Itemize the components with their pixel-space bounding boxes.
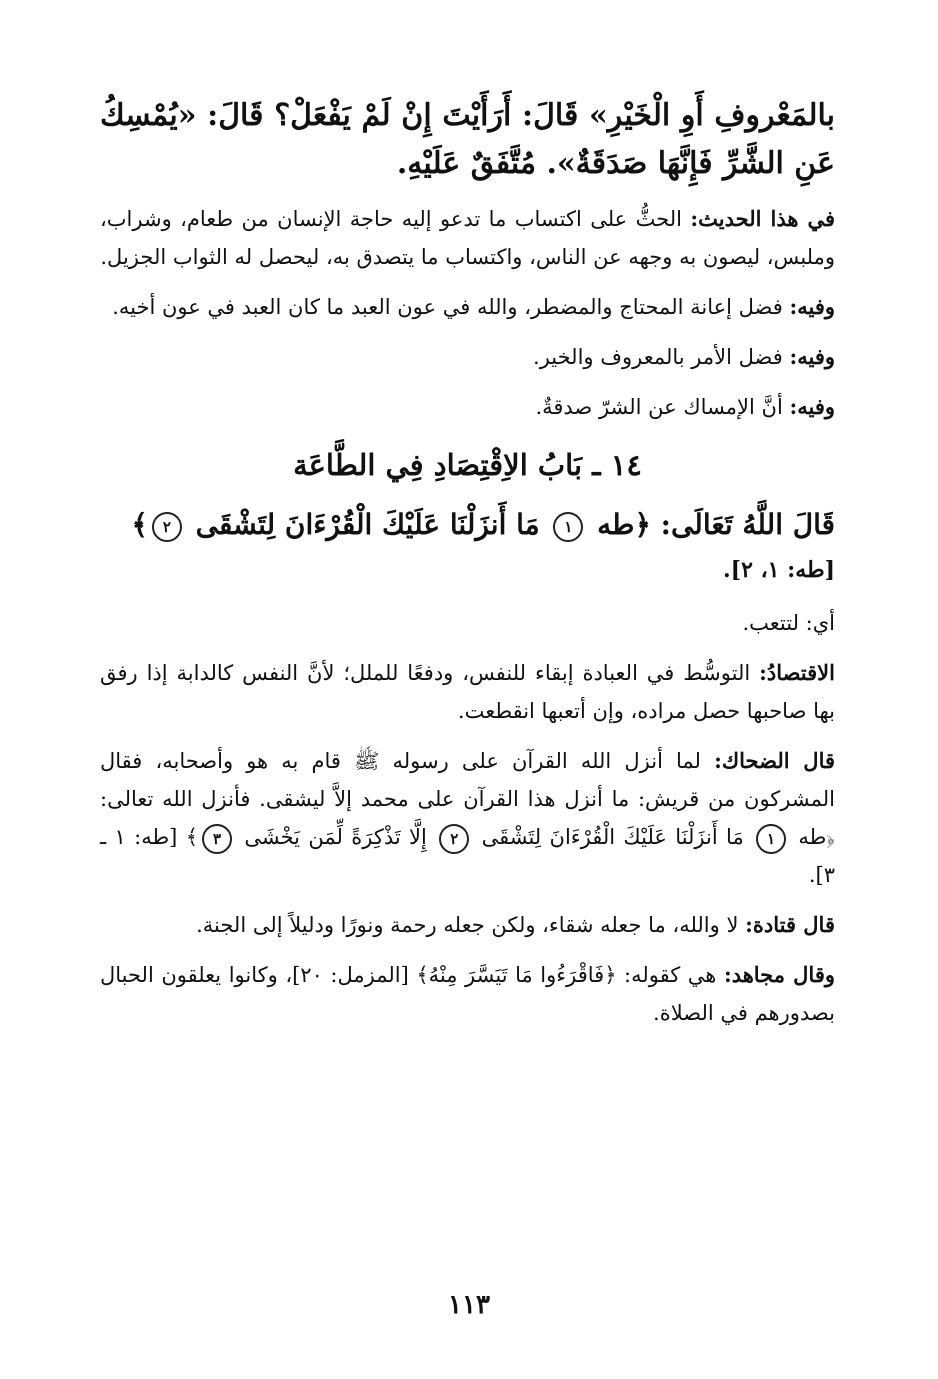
- dahhak-paragraph: [100, 742, 835, 894]
- dahhak-text: لما أنزل الله القرآن على رسوله ﷺ قام به هو وأصحابه، فقال المشركون من قريش: ما أنزل هذا القرآن على محمد إلاَّ ليشقى. فأنزل الله تعالى:: [100, 749, 835, 811]
- note-paragraph: [100, 388, 835, 426]
- note-paragraph: [100, 200, 835, 276]
- verse-close: ﴾: [131, 508, 148, 541]
- dahhak-reference: [طه: ١ ـ ٣].: [100, 825, 835, 887]
- note-text: فضل إعانة المحتاج والمضطر، والله في عون العبد ما كان العبد في عون أخيه.: [112, 295, 790, 319]
- ayah-number-marker: ١: [553, 512, 583, 542]
- hadith-text: [100, 92, 835, 188]
- ayah-number-marker: ٢: [439, 824, 469, 854]
- mujahid-text: هي كقوله: ﴿فَاقْرَءُوا مَا تَيَسَّرَ مِنْهُ﴾ [المزمل: ٢٠]، وكانوا يعلقون الحبال بصدورهم في الصلاة.: [100, 963, 835, 1025]
- hadith-line-1: بالمَعْروفِ أَوِ الْخَيْرِ» قَالَ: أَرَأَيْتَ إِنْ لَمْ يَفْعَلْ؟ قَالَ: «يُمْسِكُ عَنِ الشَّرِّ: [100, 98, 835, 181]
- note-text: فضل الأمر بالمعروف والخير.: [533, 345, 790, 369]
- explanation-text: التوسُّط في العبادة إبقاء للنفس، ودفعًا للملل؛ لأنَّ النفس كالدابة إذا رفق بها صاحبها حصل مراده، وإن أتعبها انقطعت.: [100, 661, 835, 723]
- qatada-lead: قال قتادة:: [745, 912, 835, 937]
- note-lead: وفيه:: [789, 394, 835, 419]
- mujahid-paragraph: [100, 956, 835, 1032]
- verse-quote: [100, 502, 835, 548]
- verse-intro: قَالَ اللَّهُ تَعَالَى:: [660, 508, 835, 541]
- dahhak-quote-1: ﴿طه: [798, 825, 836, 849]
- note-lead: في هذا الحديث:: [690, 206, 836, 231]
- note-lead: وفيه:: [789, 294, 835, 319]
- dahhak-quote-2: مَا أَنزَلْنَا عَلَيْكَ الْقُرْءَانَ لِتَشْقَى: [481, 825, 744, 849]
- mujahid-lead: وقال مجاهد:: [723, 962, 836, 987]
- verse-reference: [طه: ١، ٢].: [723, 557, 835, 583]
- dahhak-close: ﴾: [185, 825, 199, 849]
- verse-part-1: ﴿طه: [597, 508, 651, 541]
- explanation-paragraph: [100, 604, 835, 642]
- hadith-line-2: فَإِنَّهَا صَدَقَةٌ». مُتَّفَقٌ عَلَيْهِ.: [396, 146, 713, 181]
- ayah-number-marker: ٣: [202, 824, 232, 854]
- verse-part-2: مَا أَنزَلْنَا عَلَيْكَ الْقُرْءَانَ لِتَشْقَى: [195, 508, 540, 541]
- ayah-number-marker: ٢: [152, 512, 182, 542]
- page-body: [100, 92, 835, 1332]
- note-text: الحثُّ على اكتساب ما تدعو إليه حاجة الإنسان من طعام، وشراب، وملبس، ليصون به وجهه عن الناس، واكتساب ما يتصدق به، ليحصل له الثواب الجزيل.: [100, 207, 835, 269]
- note-paragraph: [100, 338, 835, 376]
- explanation-lead: الاقتصادُ:: [759, 660, 835, 685]
- note-paragraph: [100, 288, 835, 326]
- qatada-text: لا والله، ما جعله شقاء، ولكن جعله رحمة ونورًا ودليلاً إلى الجنة.: [196, 913, 746, 937]
- ayah-number-marker: ١: [756, 824, 786, 854]
- qatada-paragraph: [100, 906, 835, 944]
- dahhak-quote-3: إِلَّا تَذْكِرَةً لِّمَن يَخْشَى: [244, 825, 427, 849]
- dahhak-lead: قال الضحاك:: [714, 748, 836, 773]
- explanation-paragraph: [100, 654, 835, 730]
- page-number: ١١٣: [448, 1290, 490, 1320]
- chapter-title: ١٤ ـ بَابُ الاِقْتِصَادِ فِي الطَّاعَة: [293, 448, 642, 482]
- note-lead: وفيه:: [789, 344, 835, 369]
- note-text: أنَّ الإمساك عن الشرّ صدقةٌ.: [535, 395, 790, 419]
- explanation-text: أي: لتتعب.: [742, 611, 835, 635]
